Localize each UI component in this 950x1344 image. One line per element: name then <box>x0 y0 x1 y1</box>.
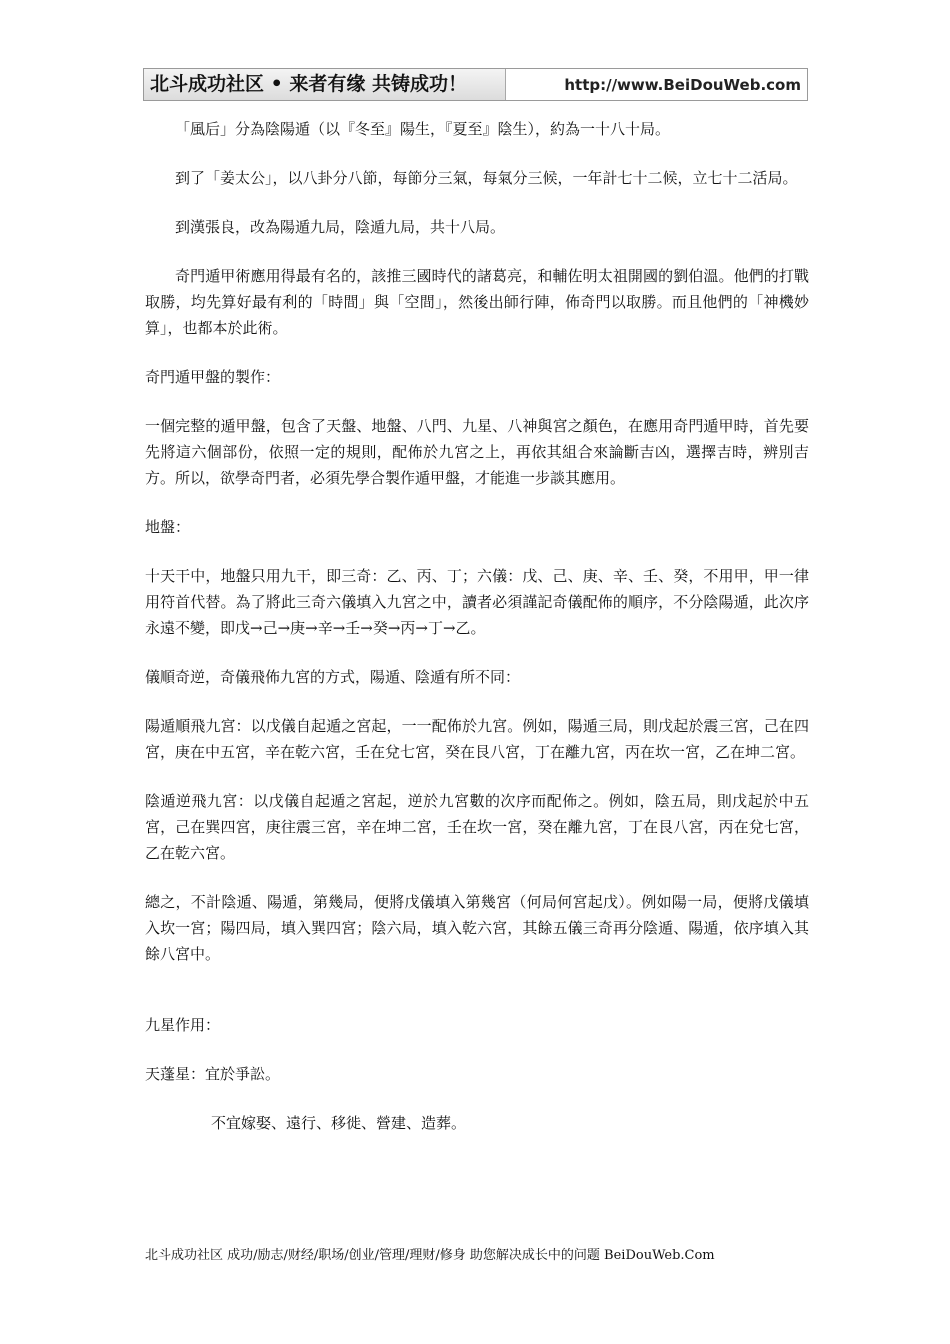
heading-nine-stars: 九星作用： <box>145 1016 221 1034</box>
paragraph-famous-users: 奇門遁甲術應用得最有名的，該推三國時代的諸葛亮，和輔佐明太祖開國的劉伯溫。他們的打戰取勝，均先算好最有利的「時間」與「空間」，然後出師行陣，佈奇門以取勝。而且他們的「神機妙算」，也都本於此術。 <box>145 267 809 337</box>
paragraph-summary: 總之，不計陰遁、陽遁，第幾局，便將戊儀填入第幾宮（何局何宮起戊）。例如陽一局，便將戊儀填入坎一宮；陽四局，填入巽四宮；陰六局，填入乾六宮，其餘五儀三奇再分陰遁、陽遁，依序填入其餘八宮中。 <box>145 893 809 963</box>
paragraph-board-intro: 一個完整的遁甲盤，包含了天盤、地盤、八門、九星、八神與宮之顏色，在應用奇門遁甲時，首先要先將這六個部份，依照一定的規則，配佈於九宮之上，再依其組合來論斷吉凶，選擇吉時，辨別吉方。所以，欲學奇門者，必須先學合製作遁甲盤，才能進一步談其應用。 <box>145 417 809 487</box>
paragraph-tianpeng: 天蓬星：宜於爭訟。 <box>145 1065 281 1083</box>
paragraph-fenghou: 「風后」分為陰陽遁（以『冬至』陽生，『夏至』陰生），約為一十八十局。 <box>175 120 671 138</box>
banner-url-link[interactable]: http://www.BeiDouWeb.com <box>564 76 801 94</box>
heading-board-making: 奇門遁甲盤的製作： <box>145 368 281 386</box>
paragraph-jiangtaigong: 到了「姜太公」，以八卦分八節，每節分三氣，每氣分三候，一年計七十二候，立七十二活局。 <box>175 169 798 187</box>
document-body <box>145 116 809 1159</box>
banner-slogan: 北斗成功社区 • 来者有缘 共铸成功！ <box>144 69 506 100</box>
paragraph-yang-dun: 陽遁順飛九宮：以戊儀自起遁之宮起，一一配佈於九宮。例如，陽遁三局，則戊起於震三宮，己在四宮，庚在中五宮，辛在乾六宮，壬在兌七宮，癸在艮八宮，丁在離九宮，丙在坎一宮，乙在坤二宮。 <box>145 717 809 761</box>
paragraph-flying-method: 儀順奇逆，奇儀飛佈九宮的方式，陽遁、陰遁有所不同： <box>145 668 521 686</box>
paragraph-yin-dun: 陰遁逆飛九宮：以戊儀自起遁之宮起，逆於九宮數的次序而配佈之。例如，陰五局，則戊起於中五宮，己在巽四宮，庚往震三宮，辛在坤二宮，壬在坎一宮，癸在離九宮，丁在艮八宮，丙在兌七宮，乙在乾六宮。 <box>145 792 809 862</box>
heading-earth-plate: 地盤： <box>145 518 191 536</box>
paragraph-earth-plate: 十天干中，地盤只用九干，即三奇：乙、丙、丁；六儀：戊、己、庚、辛、壬、癸，不用甲，甲一律用符首代替。為了將此三奇六儀填入九宮之中，讀者必須謹記奇儀配佈的順序，不分陰陽遁，此次序永遠不變，即戊→己→庚→辛→壬→癸→丙→丁→乙。 <box>145 567 809 637</box>
site-banner <box>143 68 808 101</box>
paragraph-zhangliang: 到漢張良，改為陽遁九局，陰遁九局，共十八局。 <box>175 218 506 236</box>
page-footer: 北斗成功社区 成功/励志/财经/职场/创业/管理/理财/修身 助您解决成长中的问题 BeiDouWeb.Com <box>145 1248 715 1263</box>
paragraph-tianpeng-avoid: 不宜嫁娶、遠行、移徙、營建、造葬。 <box>211 1114 467 1132</box>
